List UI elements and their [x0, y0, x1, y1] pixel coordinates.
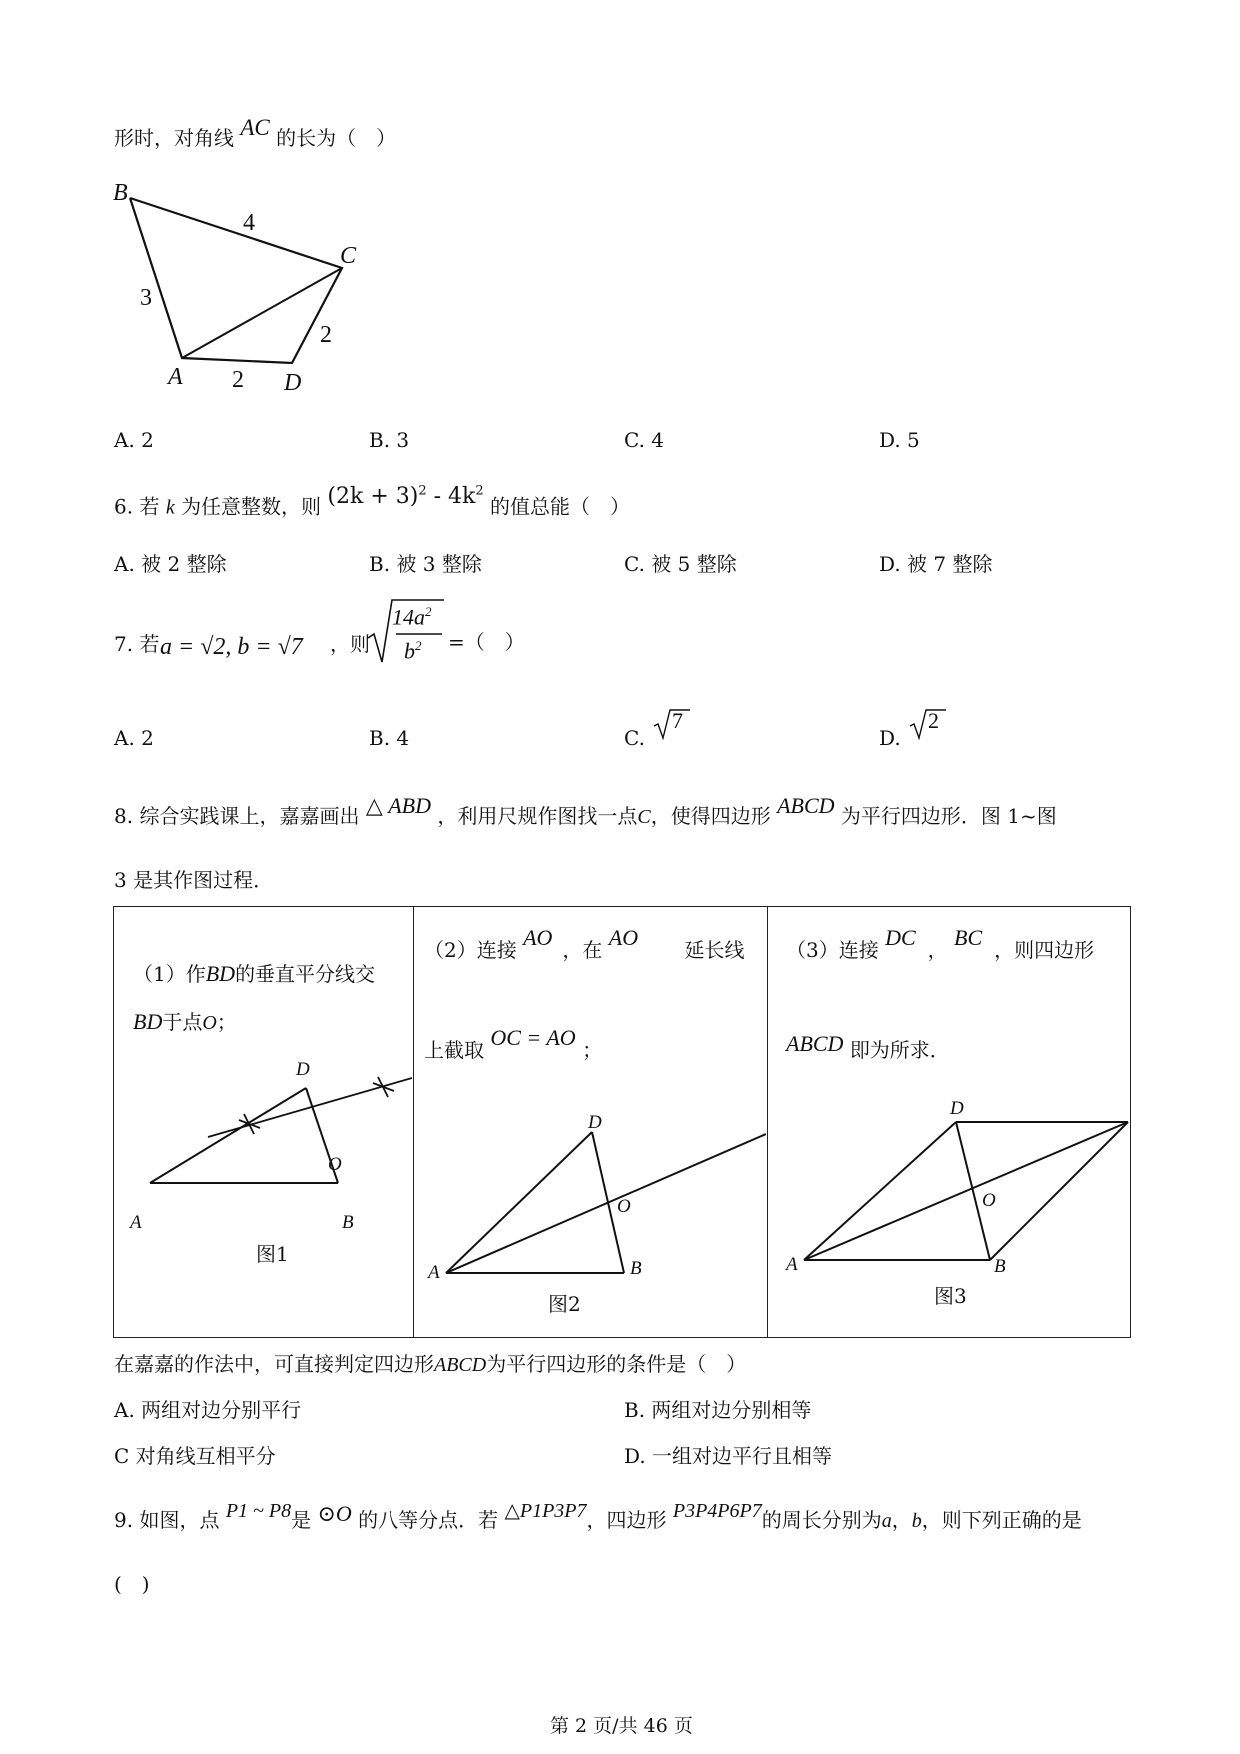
q9-sep: ，: [891, 1508, 912, 1532]
q8-fig2-caption: 图2: [548, 1292, 581, 1316]
q8-step3-line2: [786, 1031, 950, 1062]
q8-fig3-label-d: D: [950, 1098, 964, 1119]
q8-step2-b: ，在: [562, 938, 603, 962]
q8-figure-3: [768, 1100, 1130, 1270]
q8-step3-a: （3）连接: [786, 938, 879, 962]
q8-figure-2: [414, 1120, 766, 1280]
q5-side-cd: 2: [320, 322, 332, 348]
q8-step2-d: 上截取: [424, 1038, 484, 1062]
q5-side-ab: 3: [140, 285, 152, 311]
q9-quadrilateral: P3P4P6P7: [672, 1500, 762, 1522]
q6-option-d: D. 被 7 整除: [879, 552, 993, 576]
q8-fig1-label-o: O: [328, 1154, 342, 1175]
q8-step3-line1: [786, 925, 1095, 962]
q7-stem-pre: 7. 若: [114, 632, 160, 656]
q7-option-a: A. 2: [114, 726, 154, 750]
q7-option-b: B. 4: [369, 726, 410, 750]
q7-den-text: b: [404, 638, 415, 664]
q7-fraction-numerator: [392, 604, 432, 630]
q5-vertex-a: A: [168, 364, 183, 390]
q8-fig3-caption: 图3: [934, 1284, 967, 1308]
q8-step3-b: ，: [927, 938, 948, 962]
q6-stem-mid: 为任意整数，则: [181, 494, 322, 519]
q9-var-b: b: [911, 1510, 922, 1532]
q7-fraction-denominator: [404, 638, 422, 664]
q8-step2-eq: OC = AO: [490, 1025, 576, 1050]
q6-stem: [114, 484, 631, 519]
q5-stem-pre: 形时，对角线: [114, 126, 234, 150]
q5-option-a: A. 2: [114, 428, 154, 452]
q5-stem-post: 的长为（ ）: [276, 126, 397, 150]
q6-expr-exp: 2: [418, 484, 427, 499]
q6-var-k: k: [165, 496, 175, 519]
q8-step3-d: 即为所求．: [849, 1038, 950, 1062]
q8-step1-line1: [133, 962, 375, 986]
q8-point-c: C: [637, 806, 651, 828]
q8-step2-c: 延长线: [684, 938, 745, 962]
q8-line1-mid: ，利用尺规作图找一点: [437, 804, 638, 828]
q7-option-d: D.: [879, 726, 901, 750]
q8-step2-ao2: AO: [608, 925, 639, 950]
q7-condition: a = √2, b = √7: [160, 634, 303, 660]
q7-num-exp: 2: [425, 604, 432, 619]
q6-expr-main: (2k + 3): [327, 484, 419, 510]
q8-line1-pre: 8. 综合实践课上，嘉嘉画出: [114, 804, 360, 828]
q8-quad-abcd: ABCD: [777, 793, 835, 818]
q8-step2-a: （2）连接: [424, 938, 517, 962]
q9-stem-pre: 9. 如图，点: [114, 1508, 220, 1532]
q8-question-pre: 在嘉嘉的作法中，可直接判定四边形: [114, 1352, 434, 1376]
q6-stem-post: 的值总能（ ）: [490, 494, 631, 519]
q8-option-b: B. 两组对边分别相等: [624, 1398, 812, 1422]
q7-den-exp: 2: [415, 638, 422, 653]
q9-p-range: P1 ~ P8: [225, 1500, 292, 1522]
q8-question: [114, 1352, 746, 1377]
q6-option-c: C. 被 5 整除: [624, 552, 737, 576]
q8-fig2-label-a: A: [428, 1262, 440, 1283]
q5-stem: [114, 115, 397, 150]
q5-vertex-c: C: [340, 243, 357, 269]
q8-step1-a: （1）作: [133, 962, 206, 986]
q5-option-c: C. 4: [624, 428, 665, 452]
q8-step1-c: BD: [133, 1009, 163, 1034]
q9-triangle: △P1P3P7: [504, 1500, 587, 1522]
q9-line2: ( ): [114, 1572, 150, 1596]
q8-line1: [114, 793, 1057, 829]
q8-step1-b: 的垂直平分线交: [235, 962, 376, 986]
q8-step3-c: ，则四边形: [994, 938, 1095, 962]
q5-outline: [130, 198, 342, 363]
q9-stem-post: ，则下列正确的是: [921, 1508, 1082, 1532]
q8-step1-e: ；: [216, 1010, 237, 1034]
q9-stem-mid: 是: [291, 1508, 312, 1532]
q8-fig2-label-d: D: [588, 1112, 602, 1133]
q8-step3-bc: BC: [954, 925, 983, 950]
q8-fig1-label-d: D: [296, 1059, 310, 1080]
q7-num-text: 14a: [392, 604, 425, 630]
q6-option-a: A. 被 2 整除: [114, 552, 227, 576]
q6-stem-pre: 6. 若: [114, 494, 160, 519]
q8-step1-line2: [133, 1010, 237, 1035]
q8-line1-post: 为平行四边形．图 1~图: [840, 804, 1057, 828]
q8-fig3-label-a: A: [786, 1254, 798, 1275]
q7-option-c-value: 7: [672, 708, 683, 733]
q9-stem: [114, 1500, 1082, 1533]
page-footer: 第 2 页/共 46 页: [550, 1715, 693, 1737]
q8-line2: 3 是其作图过程．: [114, 868, 274, 892]
q8-step1-bd: BD: [205, 961, 236, 986]
q7-stem-post: =（ ）: [448, 630, 525, 654]
q8-option-a: A. 两组对边分别平行: [114, 1398, 302, 1422]
q8-option-c: C 对角线互相平分: [114, 1444, 276, 1468]
q8-step3-dc: DC: [885, 925, 916, 950]
q9-circle-o: ⊙O: [317, 1501, 352, 1526]
q5-side-ad: 2: [232, 367, 244, 393]
q8-step1-d: 于点: [162, 1010, 203, 1034]
q8-line1-mid2: ，使得四边形: [650, 804, 771, 828]
q8-fig2-label-o: O: [617, 1196, 631, 1217]
q8-fig1-label-a: A: [130, 1212, 142, 1233]
q6-expr-exp2: 2: [475, 484, 484, 499]
q5-stem-var: AC: [240, 115, 270, 140]
q8-step2-e: ；: [582, 1038, 603, 1062]
q9-stem-mid4: 的周长分别为: [761, 1508, 882, 1532]
q6-option-b: B. 被 3 整除: [369, 552, 482, 576]
q8-fig3-label-b: B: [994, 1256, 1006, 1277]
q7-option-d-value: 2: [928, 708, 939, 733]
q5-option-b: B. 3: [369, 428, 410, 452]
q8-question-quad: ABCD: [434, 1354, 487, 1376]
q8-step2-line2: [424, 1025, 603, 1062]
q8-fig3-label-o: O: [982, 1190, 996, 1211]
q8-question-post: 为平行四边形的条件是（ ）: [486, 1352, 747, 1376]
q9-stem-mid3: ，四边形: [586, 1508, 667, 1532]
q8-step1-o: O: [202, 1012, 217, 1034]
q8-fig2-label-b: B: [630, 1258, 642, 1279]
q9-var-a: a: [881, 1510, 892, 1532]
q6-expression: [327, 484, 483, 509]
q8-fig1-caption: 图1: [256, 1242, 289, 1266]
q8-step3-abcd: ABCD: [786, 1031, 844, 1056]
q7-option-c: C.: [624, 726, 645, 750]
q8-triangle-abd: △ ABD: [365, 793, 431, 818]
q8-step2-line1: [424, 925, 745, 962]
q5-side-bc: 4: [243, 210, 255, 236]
q8-fig1-label-b: B: [342, 1212, 354, 1233]
q5-vertex-d: D: [284, 370, 302, 396]
q8-figure-1: [114, 1060, 412, 1210]
q7-stem-mid: ，则: [330, 632, 370, 656]
q5-vertex-b: B: [113, 180, 128, 206]
q8-step2-ao: AO: [523, 925, 553, 950]
q8-option-d: D. 一组对边平行且相等: [624, 1444, 833, 1468]
q9-stem-mid2: 的八等分点．若: [358, 1508, 499, 1532]
q5-option-d: D. 5: [879, 428, 920, 452]
q6-expr-minus: - 4k: [426, 484, 476, 510]
